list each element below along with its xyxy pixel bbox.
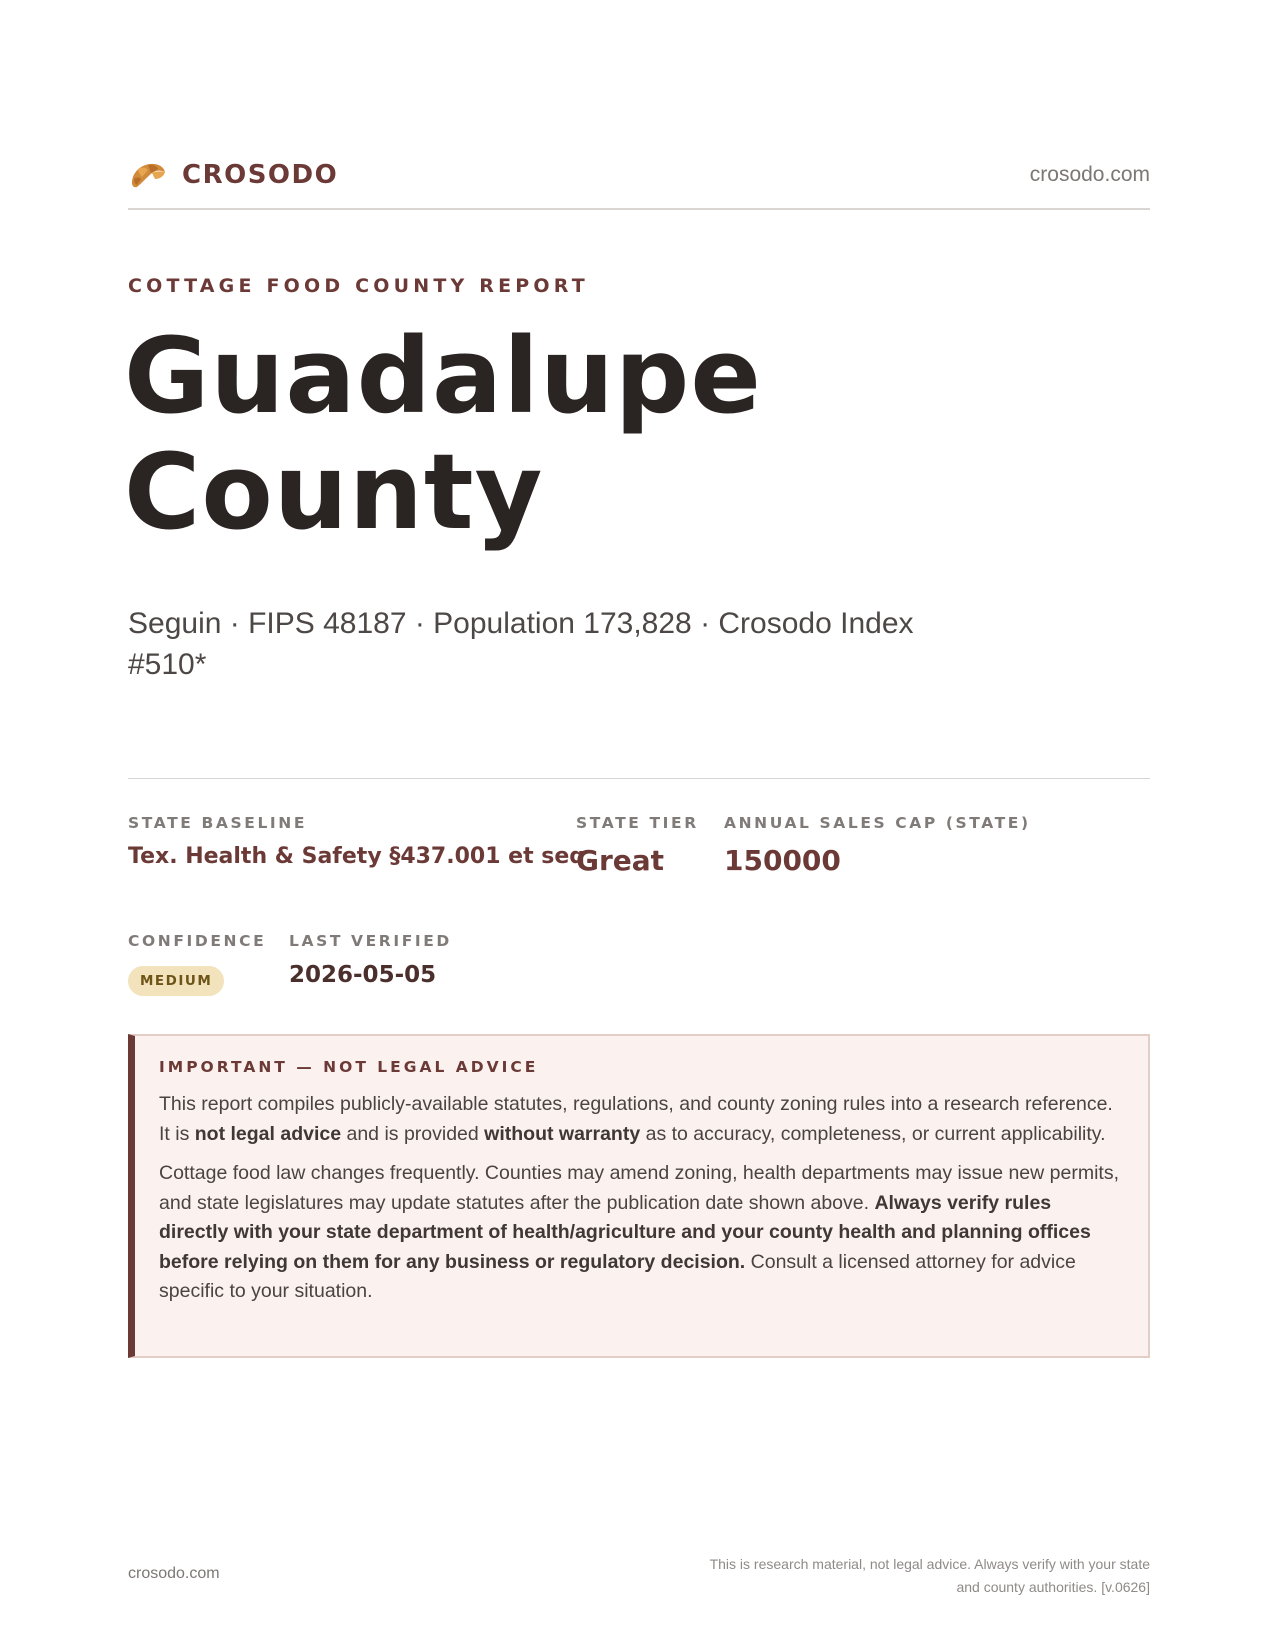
footer-disclaimer-line-2: and county authorities. [v.0626] bbox=[956, 1579, 1150, 1595]
state-tier-label: STATE TIER bbox=[576, 814, 699, 832]
state-baseline-label: STATE BASELINE bbox=[128, 814, 308, 832]
state-tier-field bbox=[576, 814, 699, 877]
page-title bbox=[124, 315, 1124, 553]
notice-paragraph-1 bbox=[159, 1090, 1122, 1149]
sales-cap-label: ANNUAL SALES CAP (STATE) bbox=[724, 814, 1031, 832]
notice-p2-text-2: Consult a licensed attorney for advice specific to your situation. bbox=[159, 1250, 1076, 1302]
last-verified-field bbox=[289, 932, 452, 988]
state-tier-value: Great bbox=[576, 844, 665, 877]
legal-notice bbox=[128, 1034, 1150, 1358]
title-line-2: County bbox=[124, 431, 544, 553]
sales-cap-field bbox=[724, 814, 1031, 877]
notice-paragraph-2 bbox=[159, 1159, 1122, 1307]
brand-name: CROSODO bbox=[182, 160, 339, 190]
confidence-badge: MEDIUM bbox=[128, 966, 224, 996]
page-header bbox=[128, 158, 1150, 210]
notice-p2-bold-1: Always verify rules directly with your state department of health/agriculture and your county health and planning offices before relying on them for any business or regulatory decision. bbox=[159, 1191, 1091, 1273]
last-verified-label: LAST VERIFIED bbox=[289, 932, 452, 950]
notice-p2-text-1: Cottage food law changes frequently. Counties may amend zoning, health departments may issue new permits, and state legislatures may update statutes after the publication date shown above. bbox=[159, 1162, 1119, 1214]
footer-site-link[interactable]: crosodo.com bbox=[128, 1565, 220, 1582]
title-line-1: Guadalupe bbox=[124, 315, 762, 437]
croissant-icon bbox=[128, 155, 168, 195]
section-divider bbox=[128, 778, 1150, 779]
state-baseline-field bbox=[128, 814, 593, 869]
notice-heading: IMPORTANT — NOT LEGAL ADVICE bbox=[159, 1058, 539, 1076]
notice-p1-bold-2: without warranty bbox=[484, 1122, 641, 1145]
notice-p1-bold-1: not legal advice bbox=[194, 1122, 342, 1145]
confidence-field bbox=[128, 932, 266, 996]
notice-p1-text-3: as to accuracy, completeness, or current applicability. bbox=[640, 1122, 1106, 1145]
confidence-label: CONFIDENCE bbox=[128, 932, 267, 950]
state-baseline-value: Tex. Health & Safety §437.001 et seq. bbox=[128, 844, 594, 869]
footer-disclaimer bbox=[630, 1553, 1150, 1599]
report-eyebrow: COTTAGE FOOD COUNTY REPORT bbox=[128, 275, 589, 297]
notice-p1-text-1: This report compiles publicly-available statutes, regulations, and county zoning rules into a research reference. It is bbox=[159, 1093, 1113, 1145]
notice-p1-text-2: and is provided bbox=[341, 1122, 485, 1145]
county-subtitle: Seguin · FIPS 48187 · Population 173,828 · Crosodo Index #510* bbox=[128, 607, 914, 681]
last-verified-value: 2026-05-05 bbox=[289, 962, 437, 988]
site-link[interactable]: crosodo.com bbox=[1029, 163, 1150, 186]
footer-disclaimer-line-1: This is research material, not legal advice. Always verify with your state bbox=[709, 1556, 1150, 1572]
brand[interactable] bbox=[128, 155, 338, 195]
sales-cap-value: 150000 bbox=[724, 844, 841, 877]
